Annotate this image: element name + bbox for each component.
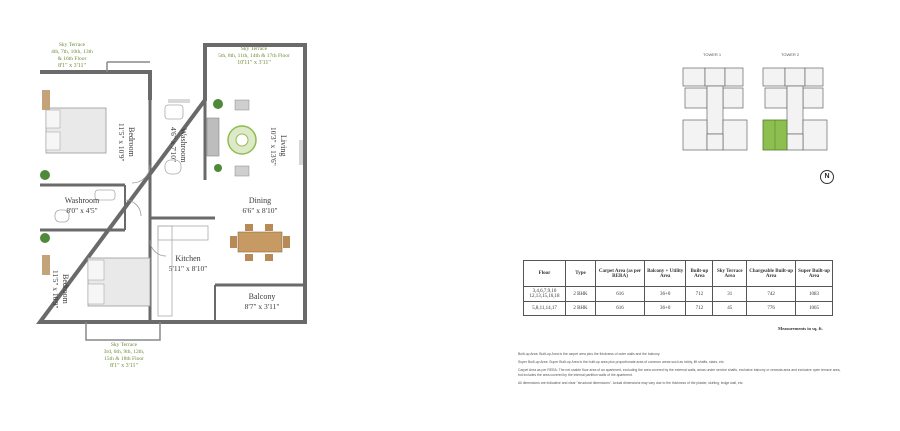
room-name: Living (279, 135, 288, 157)
sky-terrace-bottom (84, 342, 164, 370)
room-bedroom-top (116, 112, 136, 172)
table-cell: 36+0 (645, 287, 686, 302)
room-name: Washroom (179, 127, 188, 163)
plant-icon (40, 170, 50, 180)
table-cell: 776 (747, 302, 796, 316)
room-name: Bedroom (61, 274, 70, 304)
north-indicator (820, 170, 834, 184)
room-balcony (234, 292, 290, 312)
area-table (523, 260, 833, 316)
terrace-title: Sky Terrace (240, 46, 268, 52)
table-cell: 31 (713, 287, 747, 302)
terrace-dimension: 10'11" x 3'11" (237, 60, 271, 66)
table-header: Floor (524, 261, 566, 287)
table-cell: 36+0 (645, 302, 686, 316)
table-header: Chargeable Built-up Area (747, 261, 796, 287)
table-cell: 712 (686, 302, 713, 316)
table-cell: 3,4,6,7,9,10 12,13,15,16,18 (524, 287, 566, 302)
room-dimension: 11'5" x 10'9" (117, 122, 126, 162)
table-row (524, 302, 833, 316)
tower-1-label: TOWER 1 (703, 52, 722, 57)
table-header: Sky Terrace Area (713, 261, 747, 287)
table-header: Type (566, 261, 596, 287)
table-header: Carpet Area (as per RERA) (596, 261, 645, 287)
room-kitchen (164, 254, 212, 274)
room-washroom-top (168, 120, 188, 170)
room-name: Bedroom (127, 127, 136, 157)
terrace-floors: & 16th Floor (57, 56, 87, 62)
note-paragraph: Built-up Area: Built-up Area is the carpet area plus the thickness of outer walls and the balcony. (518, 352, 661, 356)
table-header: Built-up Area (686, 261, 713, 287)
terrace-title: Sky Terrace (110, 342, 138, 348)
table-cell: 1065 (796, 302, 833, 316)
terrace-title: Sky Terrace (58, 42, 86, 48)
table-cell: 742 (747, 287, 796, 302)
table-cell: 2 BHK (566, 287, 596, 302)
tower-2-label: TOWER 2 (781, 52, 800, 57)
sky-terrace-top-right (208, 46, 300, 67)
note-paragraph: Super Built-up Area: Super Built-up Area is the built-up area plus proportionate area of common areas such as lobby, lift shafts, stairs, etc. (518, 359, 725, 364)
table-cell: 45 (713, 302, 747, 316)
room-name: Washroom (64, 196, 100, 205)
table-cell: 5,8,11,14,17 (524, 302, 566, 316)
room-name: Kitchen (175, 254, 201, 263)
terrace-floors: 3rd, 6th, 9th, 12th, (103, 349, 145, 355)
dining-table (238, 232, 282, 252)
room-dining (232, 196, 288, 216)
room-dimension: 5'11" x 8'10" (168, 264, 208, 273)
terrace-floors: 4th, 7th, 10th, 13th (51, 49, 93, 55)
disclaimer-notes (518, 352, 846, 388)
table-cell: 2 BHK (566, 302, 596, 316)
table-row (524, 287, 833, 302)
terrace-floors: 5th, 8th, 11th, 14th & 17th Floor (218, 53, 290, 59)
room-bedroom-bottom (50, 260, 70, 318)
sky-terrace-top-left (40, 42, 104, 70)
room-name: Balcony (248, 292, 276, 301)
note-paragraph: All dimensions are indicative and clear "structural dimensions". Actual dimensions may vary due to the thickness of the plaster, skirting, ledge wall, etc. (518, 380, 744, 385)
terrace-floors: 15th & 18th Floor (104, 356, 144, 362)
key-plan (675, 50, 840, 190)
terrace-dimension: 8'1" x 3'11" (58, 63, 86, 69)
table-header: Super Built-up Area (796, 261, 833, 287)
measurement-unit-note: Measurements in sq. ft. (778, 326, 823, 331)
north-icon: N (824, 173, 830, 180)
room-washroom-mid (52, 196, 112, 216)
table-cell: 616 (596, 302, 645, 316)
room-dimension: 8'7" x 3'11" (244, 302, 280, 311)
key-plan-drawing (675, 60, 840, 180)
table-header-row (524, 261, 833, 287)
room-dimension: 6'6" x 8'10" (242, 206, 278, 215)
table-cell: 616 (596, 287, 645, 302)
room-dimension: 4'6" x 7'10" (169, 127, 178, 163)
terrace-dimension: 8'1" x 3'11" (110, 363, 138, 369)
table-cell: 712 (686, 287, 713, 302)
room-dimension: 10'3" x 13'6" (269, 126, 278, 166)
table-cell: 1083 (796, 287, 833, 302)
table-header: Balcony + Utility Area (645, 261, 686, 287)
room-living (268, 118, 288, 174)
room-dimension: 8'0" x 4'5" (66, 206, 98, 215)
note-paragraph: Carpet Area as per RERA: The net usable floor area of an apartment, excluding the area covered by the external walls, areas under service shafts, exclusive balcony or veranda area and exclusive open terrace area, but includes the area covered by the internal partition walls of the apartment. (518, 367, 841, 377)
floor-plan (0, 0, 330, 431)
room-dimension: 11'5" x 10'9" (51, 269, 60, 309)
room-name: Dining (248, 196, 272, 205)
